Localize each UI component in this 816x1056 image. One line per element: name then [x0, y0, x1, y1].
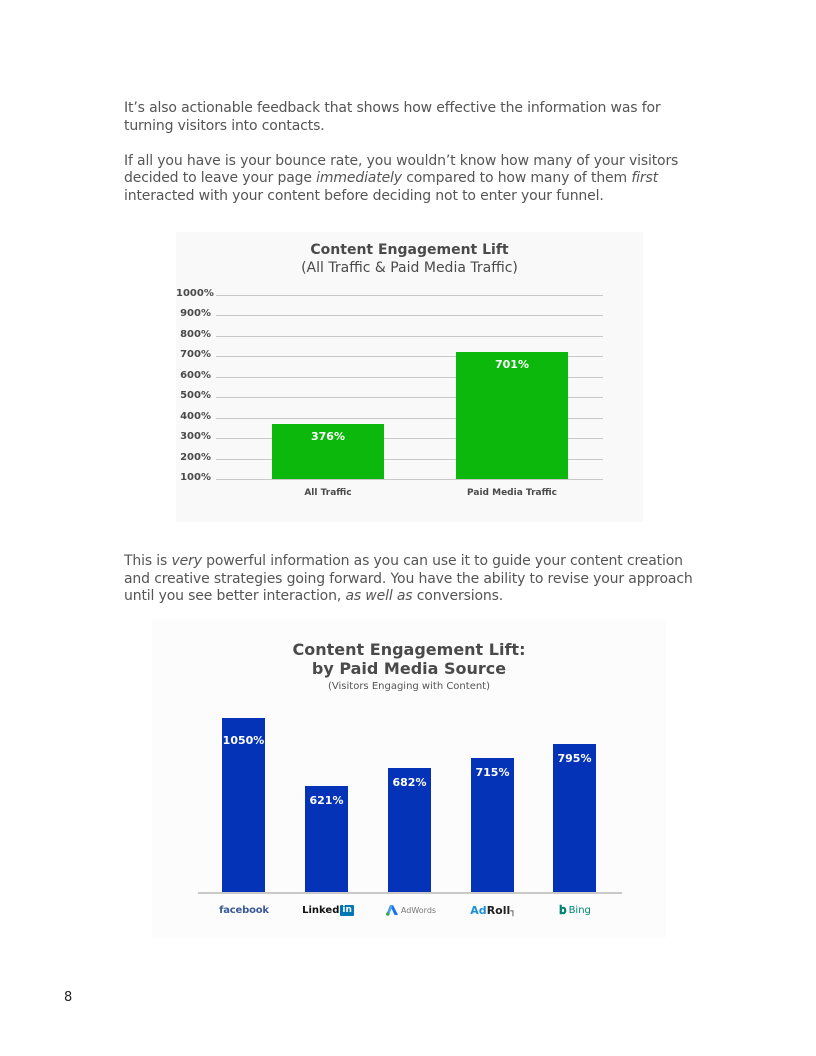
gridline [216, 479, 603, 480]
x-category-label: Paid Media Traffic [467, 488, 557, 498]
bing-logo [544, 903, 606, 917]
adroll-wordmark [470, 904, 515, 917]
text-run: If all you have is your bounce rate, you wouldn’t know how many of your visitors decided to leave your page [124, 152, 679, 186]
adroll-hook-icon: ┐ [510, 906, 516, 917]
emphasis-immediately: immediately [316, 170, 402, 186]
bing-text: Bing [568, 904, 591, 916]
facebook-wordmark: facebook [219, 904, 269, 916]
y-tick: 200% [180, 452, 211, 463]
y-tick: 700% [180, 349, 211, 360]
linkedin-logo [298, 903, 358, 917]
linkedin-text: Linked [302, 904, 340, 916]
linkedin-in-icon: in [342, 904, 352, 915]
gridline [216, 295, 603, 296]
bar-value-label: 1050% [222, 734, 265, 747]
bing-wordmark [559, 903, 591, 918]
y-tick: 300% [180, 431, 211, 442]
bar-all-traffic [272, 424, 384, 479]
y-tick: 800% [180, 329, 211, 340]
text-run: compared to how many of them [401, 170, 632, 186]
text-run: interacted with your content before deciding not to enter your funnel. [124, 187, 604, 204]
bar-value-label: 795% [557, 752, 592, 765]
chart-engagement-lift-by-source [152, 620, 666, 938]
bar-bing [553, 744, 596, 892]
bar-value-label: 682% [392, 776, 427, 789]
adroll-text-roll: Roll [486, 903, 511, 917]
gridline [216, 336, 603, 337]
y-tick: 1000% [176, 288, 214, 299]
paragraph-powerful-information [124, 553, 704, 623]
chart-subtitle: (Visitors Engaging with Content) [327, 681, 491, 692]
y-tick: 900% [180, 308, 211, 319]
adroll-text-ad: Ad [470, 903, 487, 917]
bar-value-label: 701% [495, 358, 529, 371]
facebook-logo [214, 903, 274, 917]
adwords-icon [386, 905, 398, 916]
adwords-logo [378, 903, 444, 917]
chart-subtitle: (All Traffic & Paid Media Traffic) [301, 260, 518, 276]
chart-engagement-lift-all-vs-paid [176, 232, 643, 522]
chart-title-line: Content Engagement Lift: [292, 640, 526, 659]
adroll-logo [462, 903, 524, 917]
paragraph-text: It’s also actionable feedback that shows how effective the information was for turning visitors into contacts. [124, 100, 661, 134]
text-run: This is [124, 553, 172, 569]
chart-title [152, 640, 666, 678]
bar-value-label: 715% [475, 766, 510, 779]
bar-value-label: 621% [309, 794, 344, 807]
linkedin-wordmark [302, 905, 354, 916]
x-axis-baseline [198, 892, 622, 894]
adwords-wordmark [386, 905, 436, 916]
bing-b-icon: 𝐛 [559, 902, 567, 917]
paragraph-bounce-rate [124, 153, 704, 206]
emphasis-first: first [631, 170, 658, 186]
bar-adwords [388, 768, 431, 892]
bar-facebook [222, 718, 265, 892]
chart-title-line: by Paid Media Source [311, 659, 507, 678]
y-tick: 600% [180, 370, 211, 381]
y-tick: 500% [180, 390, 211, 401]
gridline [216, 315, 603, 316]
page-number: 8 [64, 990, 73, 1005]
y-tick: 100% [180, 472, 211, 483]
bar-value-label: 376% [311, 430, 345, 443]
text-run: powerful information as you can use it to guide your content creation and creative strategies going forward. You have the ability to revise your approach until you see better interaction, [124, 553, 693, 604]
adwords-text: AdWords [400, 905, 437, 915]
x-category-label: All Traffic [304, 488, 352, 498]
emphasis-very: very [171, 553, 202, 569]
bar-paid-media-traffic [456, 352, 568, 479]
emphasis-as-well-as: as well as [345, 588, 413, 604]
paragraph-actionable-feedback [124, 100, 704, 223]
chart-title: Content Engagement Lift [310, 242, 509, 258]
y-tick: 400% [180, 411, 211, 422]
bar-adroll [471, 758, 514, 892]
paragraph-text [124, 553, 704, 606]
text-run: conversions. [412, 588, 504, 604]
bar-linkedin [305, 786, 348, 892]
